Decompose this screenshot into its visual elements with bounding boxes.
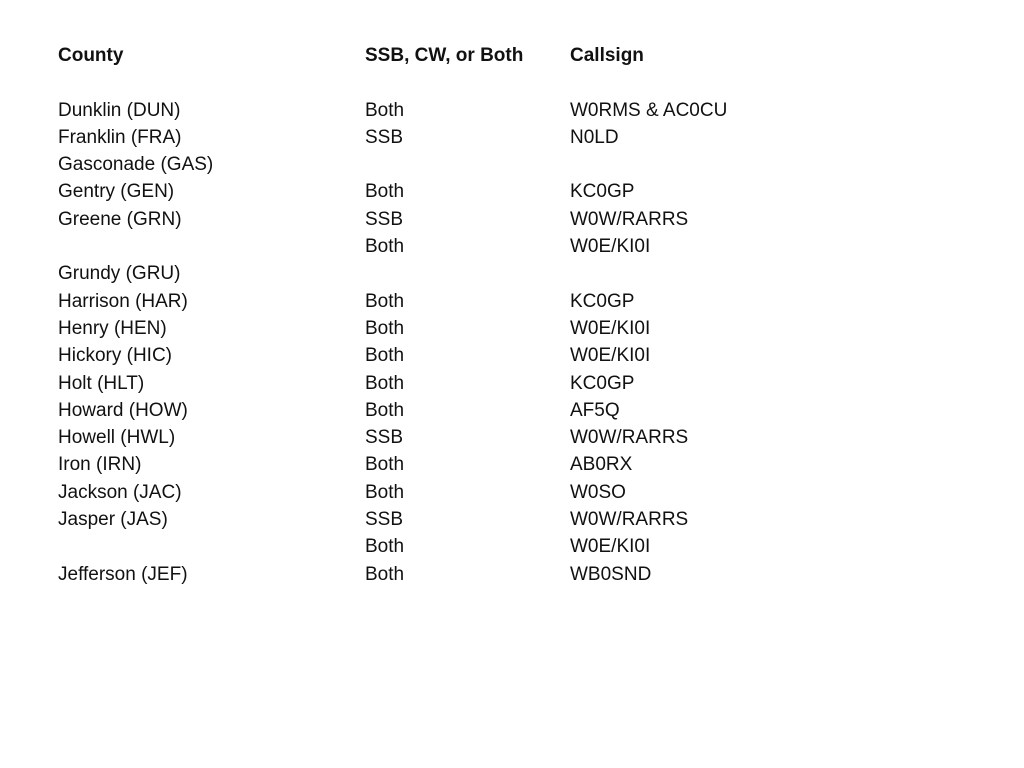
table-row	[58, 506, 958, 533]
cell-county: Harrison (HAR)	[58, 290, 188, 312]
cell-callsign: W0SO	[570, 481, 626, 503]
cell-mode: SSB	[365, 208, 404, 230]
cell-county: Dunklin (DUN)	[58, 99, 181, 121]
table-row	[58, 97, 958, 124]
cell-callsign	[570, 260, 870, 287]
cell-callsign: W0W/RARRS	[570, 427, 689, 449]
header-county: County	[58, 45, 124, 66]
cell-county: Iron (IRN)	[58, 454, 142, 476]
table-row	[58, 233, 958, 260]
table-row	[58, 451, 958, 478]
table-row	[58, 178, 958, 205]
cell-callsign: AF5Q	[570, 399, 620, 421]
table-row	[58, 288, 958, 315]
cell-county	[58, 233, 365, 260]
cell-mode: Both	[365, 181, 405, 203]
cell-mode: Both	[365, 481, 405, 503]
cell-county: Grundy (GRU)	[58, 263, 181, 285]
cell-county: Howard (HOW)	[58, 399, 188, 421]
cell-county: Howell (HWL)	[58, 427, 176, 449]
cell-mode: Both	[365, 536, 405, 558]
table-row	[58, 397, 958, 424]
cell-mode: SSB	[365, 427, 404, 449]
table-body	[58, 97, 958, 588]
table-row	[58, 561, 958, 588]
cell-mode: SSB	[365, 509, 404, 531]
cell-county: Franklin (FRA)	[58, 126, 182, 148]
table-row	[58, 342, 958, 369]
cell-callsign: AB0RX	[570, 454, 633, 476]
cell-county	[58, 533, 365, 560]
cell-county: Gentry (GEN)	[58, 181, 175, 203]
cell-mode: Both	[365, 236, 405, 258]
cell-mode	[365, 260, 570, 287]
cell-mode: Both	[365, 399, 405, 421]
header-mode: SSB, CW, or Both	[365, 45, 524, 66]
cell-callsign: KC0GP	[570, 290, 635, 312]
cell-mode: Both	[365, 454, 405, 476]
table-row	[58, 124, 958, 151]
cell-callsign: W0W/RARRS	[570, 509, 689, 531]
cell-mode	[365, 151, 570, 178]
table-row	[58, 151, 958, 178]
cell-mode: Both	[365, 345, 405, 367]
cell-county: Jackson (JAC)	[58, 481, 182, 503]
cell-callsign: KC0GP	[570, 372, 635, 394]
table-row	[58, 315, 958, 342]
table-row	[58, 479, 958, 506]
cell-callsign: W0W/RARRS	[570, 208, 689, 230]
cell-callsign: W0E/KI0I	[570, 236, 651, 258]
cell-callsign: W0RMS & AC0CU	[570, 99, 728, 121]
county-table	[58, 42, 958, 588]
header-callsign: Callsign	[570, 45, 644, 66]
cell-county: Holt (HLT)	[58, 372, 145, 394]
cell-mode: Both	[365, 563, 405, 585]
cell-callsign: KC0GP	[570, 181, 635, 203]
cell-callsign: N0LD	[570, 126, 619, 148]
table-row	[58, 533, 958, 560]
cell-callsign: W0E/KI0I	[570, 345, 651, 367]
cell-county: Gasconade (GAS)	[58, 154, 214, 176]
cell-county: Hickory (HIC)	[58, 345, 172, 367]
table-header	[58, 42, 958, 69]
cell-mode: SSB	[365, 126, 404, 148]
cell-mode: Both	[365, 290, 405, 312]
cell-county: Jefferson (JEF)	[58, 563, 188, 585]
cell-county: Jasper (JAS)	[58, 509, 168, 531]
table-row	[58, 260, 958, 287]
cell-mode: Both	[365, 99, 405, 121]
cell-mode: Both	[365, 372, 405, 394]
cell-callsign	[570, 151, 870, 178]
table-row	[58, 424, 958, 451]
table-row	[58, 206, 958, 233]
cell-callsign: W0E/KI0I	[570, 317, 651, 339]
cell-callsign: WB0SND	[570, 563, 652, 585]
cell-county: Henry (HEN)	[58, 317, 167, 339]
cell-county: Greene (GRN)	[58, 208, 182, 230]
header-spacer	[58, 69, 958, 96]
cell-callsign: W0E/KI0I	[570, 536, 651, 558]
table-row	[58, 370, 958, 397]
cell-mode: Both	[365, 317, 405, 339]
